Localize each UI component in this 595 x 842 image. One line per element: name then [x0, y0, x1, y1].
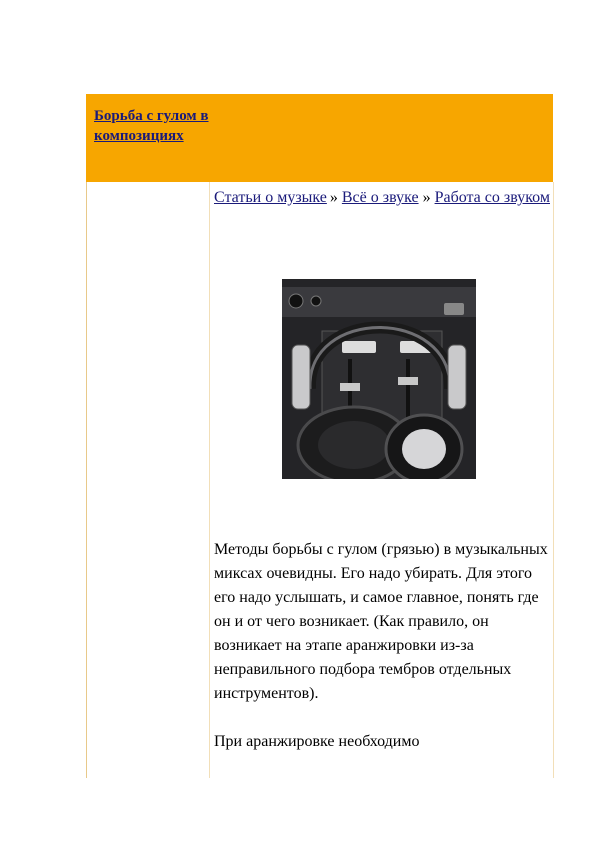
- headphones-mixer-icon: [282, 279, 476, 490]
- breadcrumb-separator: »: [422, 189, 431, 206]
- table-right-border: [553, 182, 554, 778]
- table-left-border: [86, 182, 87, 778]
- article-paragraph: При аранжировке необходимо: [214, 733, 420, 750]
- breadcrumb-separator: »: [329, 189, 338, 206]
- article-paragraph: Методы борьбы с гулом (грязью) в музыкальных миксах очевидны. Его надо убирать. Для этого его надо услышать, и самое главное, понять где он и от чего возникает. (Как правило, он возникает на этапе аранжировки из-за неправильного подбора тембров отдельных инструментов).: [214, 541, 548, 702]
- breadcrumb-link-music-articles[interactable]: Статьи о музыке: [214, 189, 327, 206]
- breadcrumb-link-all-about-sound[interactable]: Всё о звуке: [341, 189, 419, 206]
- breadcrumb-link-sound-work[interactable]: Работа со звуком: [434, 189, 550, 206]
- breadcrumb: [214, 186, 550, 210]
- content-cell: [214, 186, 550, 778]
- article-image-area: [214, 279, 550, 491]
- headphones-photo: [282, 279, 476, 490]
- article-text: [214, 538, 550, 754]
- table-column-divider: [209, 182, 210, 778]
- title-link[interactable]: Борьба с гулом в композициях: [94, 108, 209, 144]
- title-cell: [86, 94, 553, 182]
